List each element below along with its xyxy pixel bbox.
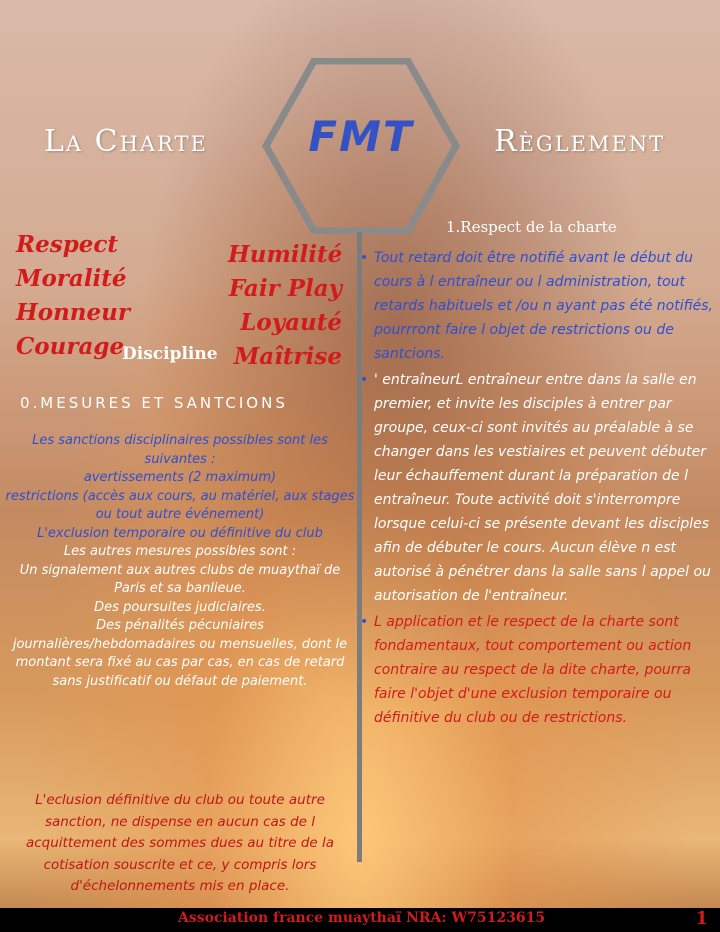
- rules-section-heading: 1.Respect de la charte: [446, 218, 617, 236]
- bullet-icon: •: [360, 250, 369, 266]
- rule-text: L application et le respect de la charte sont fondamentaux, tout comportement ou action contraire au respect de la dite charte, pourra faire l'objet d'une exclusion temporaire ou définitive du club ou de restrictions.: [374, 614, 692, 726]
- sanction-item: avertissements (2 maximum): [83, 470, 277, 485]
- rule-text: Tout retard doit être notifié avant le début du cours à l entraîneur ou l administration, tout retards habituels et /ou n ayant pas été notifiés, pourrront faire l objet de restrictions ou de santcions.: [374, 250, 713, 362]
- other-measure-item: Des pénalités pécuniaires journalières/hebdomadaires ou mensuelles, dont le montant sera fixé au cas par cas, en cas de retard sans justificatif ou défaut de paiement.: [12, 618, 348, 689]
- value-word: Maîtrise: [233, 343, 342, 370]
- association-registration: Association france muaythaï NRA: W75123615: [178, 910, 546, 926]
- value-word: Courage: [16, 333, 125, 360]
- rules-list: [360, 246, 718, 730]
- rule-item: [360, 368, 718, 608]
- sanctions-heading: [20, 394, 288, 412]
- sanction-item: L'exclusion temporaire ou définitive du club: [37, 525, 323, 541]
- value-word: Respect: [16, 231, 119, 258]
- values-right: [228, 238, 342, 374]
- exclusion-note: L'eclusion définitive du club ou toute autre sanction, ne dispense en aucun cas de l acquittement des sommes dues au titre de la cotisation souscrite et ce, y compris lors d'échelonnements mis en place.: [25, 792, 335, 894]
- bullet-icon: •: [360, 372, 369, 388]
- value-word: Humilité: [228, 241, 343, 268]
- charter-title: La Charte: [44, 124, 208, 159]
- rules-title: Règlement: [494, 124, 666, 159]
- bullet-icon: •: [360, 614, 369, 630]
- fmt-logo: FMT: [308, 112, 414, 161]
- rule-item: [360, 610, 718, 730]
- values-left: [16, 228, 130, 364]
- value-word: Loyauté: [240, 309, 342, 336]
- other-measures-intro: Les autres mesures possibles sont :: [63, 544, 297, 559]
- sanctions-body: [4, 432, 356, 691]
- sanction-item: restrictions (accès aux cours, au matériel, aux stages ou tout autre événement): [5, 488, 355, 522]
- rule-item: [360, 246, 718, 366]
- page-number: 1: [695, 908, 708, 929]
- value-discipline: Discipline: [122, 344, 218, 364]
- footer-bar: [0, 908, 720, 932]
- value-word: Moralité: [16, 265, 127, 292]
- sanctions-heading-text: 0.MESURES ET SANTCIONS: [20, 394, 288, 412]
- other-measure-item: Des poursuites judiciaires.: [94, 599, 266, 615]
- other-measure-item: Un signalement aux autres clubs de muaythaï de Paris et sa banlieue.: [19, 562, 341, 596]
- value-word: Fair Play: [228, 275, 342, 302]
- rule-text: ' entraîneurL entraîneur entre dans la salle en premier, et invite les disciples à entrer par groupe, ceux-ci sont invités au préalable à se changer dans les vestiaires et peuvent débuter leur échauffement durant la préparation de l entraîneur. Toute activité doit s'interrompre lorsque celui-ci se présente devant les disciples afin de débuter le cours. Aucun élève n est autorisé à pénétrer dans la salle sans l appel ou autorisation de l'entraîneur.: [374, 372, 711, 604]
- sanctions-intro: Les sanctions disciplinaires possibles sont les suivantes :: [32, 433, 328, 467]
- value-word: Honneur: [16, 299, 130, 326]
